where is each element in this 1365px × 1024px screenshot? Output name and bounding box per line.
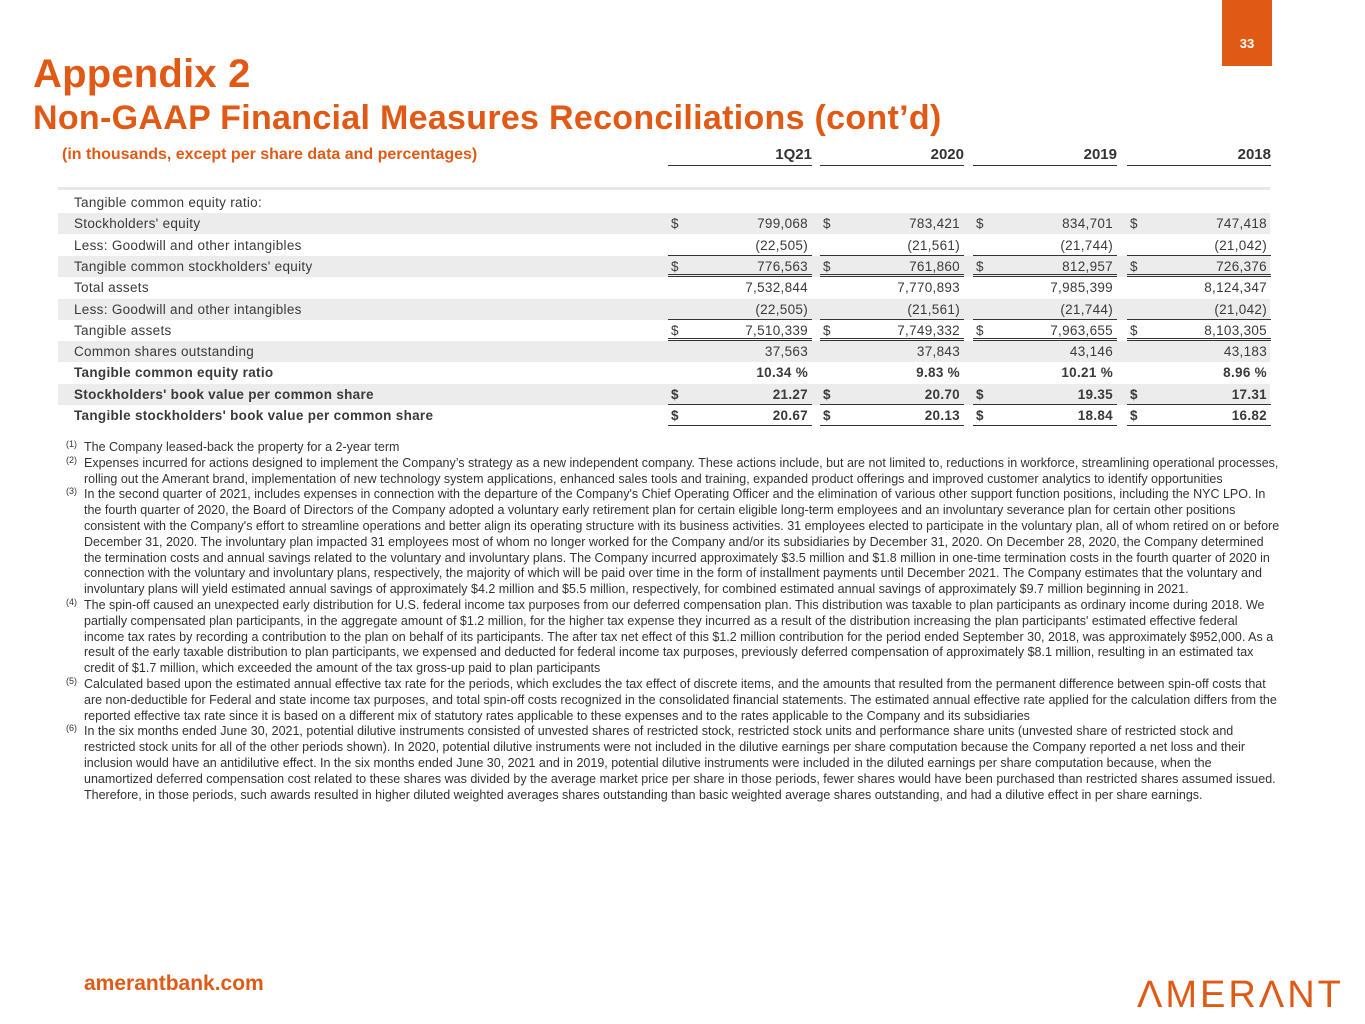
table-row	[58, 235, 1270, 256]
table-cell	[820, 320, 964, 341]
currency-symbol: $	[976, 216, 984, 232]
cell-value: 7,963,655	[1050, 322, 1113, 338]
footnote	[66, 456, 1281, 488]
row-label: Common shares outstanding	[74, 344, 255, 360]
row-label: Stockholders' book value per common share	[74, 386, 374, 402]
cell-value: (21,561)	[907, 301, 960, 317]
table-cell	[668, 405, 812, 426]
currency-symbol: $	[976, 322, 984, 338]
footnote-text: The spin-off caused an unexpected early distribution for U.S. federal income tax purposes from our deferred compensation plan. This distribution was taxable to plan participants as ordinary income during 2018. We partially compensated plan participants, in the aggregate amount of $1.2 million, for the higher tax expense they incurred as a result of the distribution increasing the plan participants' estimated effective federal income tax rates by recording a contribution to the plan on behalf of its participants. The after tax net effect of this $1.2 million contribution for the period ended September 30, 2018, was approximately $952,000. As a result of the early taxable distribution to plan participants, we expensed and deducted for federal income tax purposes, previously deferred compensation of approximately $8.1 million, resulting in an estimated tax credit of $1.7 million, which exceeded the amount of the tax gross-up paid to plan participants	[84, 597, 1274, 676]
table-cell	[1127, 299, 1271, 320]
table-row	[58, 256, 1270, 277]
cell-value: 8,124,347	[1204, 280, 1267, 296]
currency-symbol: $	[671, 408, 679, 423]
table-cell	[1127, 320, 1271, 341]
table-row	[58, 299, 1270, 320]
footnote	[66, 487, 1281, 598]
column-header-2018: 2018	[1127, 146, 1271, 166]
cell-value: 776,563	[757, 258, 808, 274]
cell-value: 18.84	[1077, 408, 1113, 423]
currency-symbol: $	[1130, 386, 1138, 402]
table-row	[58, 405, 1270, 426]
currency-symbol: $	[1130, 258, 1138, 274]
table-cell	[820, 362, 964, 383]
cell-value: 812,957	[1062, 258, 1113, 274]
table-cell	[1127, 362, 1271, 383]
row-label: Stockholders' equity	[74, 216, 201, 232]
footnote-marker: (6)	[66, 723, 77, 734]
cell-value: 37,563	[764, 344, 808, 360]
table-row	[58, 384, 1270, 405]
currency-symbol: $	[823, 322, 831, 338]
cell-value: 16.82	[1231, 408, 1267, 423]
page-number: 33	[1239, 36, 1255, 51]
currency-symbol: $	[823, 258, 831, 274]
cell-value: (21,561)	[907, 237, 960, 253]
cell-value: 8.96 %	[1223, 365, 1267, 381]
table-cell	[668, 299, 812, 320]
table-row	[58, 362, 1270, 383]
cell-value: (21,042)	[1214, 237, 1267, 253]
currency-symbol: $	[823, 408, 831, 423]
table-cell	[973, 384, 1117, 405]
table-cell	[668, 362, 812, 383]
footnote	[66, 724, 1281, 803]
currency-symbol: $	[823, 216, 831, 232]
page-number-badge	[1222, 0, 1272, 66]
cell-value: 10.34 %	[756, 365, 808, 381]
table-cell	[973, 341, 1117, 362]
table-row	[58, 341, 1270, 362]
table-cell	[973, 256, 1117, 277]
table-cell	[1127, 213, 1271, 234]
cell-value: 726,376	[1216, 258, 1267, 274]
footnote-text: Calculated based upon the estimated annual effective tax rate for the periods, which excludes the tax effect of discrete items, and the amounts that resulted from the permanent difference between spin-off costs that are non-deductible for Federal and state income tax purposes, and total spin-off costs recognized in the consolidated financial statements. The estimated annual effective rate applied for the calculation differs from the reported effective tax rate since it is based on a different mix of statutory rates applicable to these expenses and to the rates applicable to the Company and its subsidiaries	[84, 676, 1277, 723]
cell-value: 20.13	[924, 408, 960, 423]
footnote-marker: (4)	[66, 596, 77, 607]
cell-value: 9.83 %	[916, 365, 960, 381]
footnote	[66, 598, 1281, 677]
footnotes	[66, 440, 1281, 803]
column-header-2020: 2020	[820, 146, 964, 166]
table-cell	[820, 405, 964, 426]
table-cell	[668, 277, 812, 298]
table-row	[58, 192, 1270, 213]
cell-value: (22,505)	[755, 237, 808, 253]
currency-symbol: $	[976, 258, 984, 274]
table-cell	[1127, 235, 1271, 256]
table-cell	[820, 384, 964, 405]
table-cell	[973, 405, 1117, 426]
column-header-1q21: 1Q21	[668, 146, 812, 166]
cell-value: 834,701	[1062, 216, 1113, 232]
cell-value: 7,749,332	[897, 322, 960, 338]
table-cell	[973, 235, 1117, 256]
cell-value: 43,183	[1223, 344, 1267, 360]
table-row	[58, 213, 1270, 234]
amerant-logo: ΛMERΛNT	[1137, 974, 1344, 1016]
table-cell	[668, 235, 812, 256]
footnote-text: In the six months ended June 30, 2021, potential dilutive instruments consisted of unvested shares of restricted stock, restricted stock units and performance share units (unvested share of restricted stock and restricted stock units for all of the other periods shown). In 2020, potential dilutive instruments were not included in the dilutive earnings per share computation because the Company reported a net loss and their inclusion would have an antidilutive effect. In the six months ended June 30, 2021 and in 2019, potential dilutive instruments were included in the diluted earnings per share computation because, when the unamortized deferred compensation cost related to these shares was divided by the average market price per share in those periods, fewer shares would have been purchased than restricted shares assumed issued. Therefore, in those periods, such awards resulted in higher diluted weighted averages shares outstanding than basic weighted average shares outstanding, and had a dilutive effect in per share earnings.	[84, 724, 1276, 802]
currency-symbol: $	[976, 408, 984, 423]
cell-value: 19.35	[1077, 386, 1113, 402]
table-row	[58, 277, 1270, 298]
table-cell	[1127, 384, 1271, 405]
cell-value: 43,146	[1069, 344, 1113, 360]
cell-value: 747,418	[1216, 216, 1267, 232]
table-cell	[1127, 277, 1271, 298]
cell-value: 799,068	[757, 216, 808, 232]
table-cell	[820, 299, 964, 320]
row-label: Less: Goodwill and other intangibles	[74, 301, 302, 317]
currency-symbol: $	[671, 216, 679, 232]
cell-value: (21,744)	[1060, 301, 1113, 317]
row-label: Tangible common equity ratio:	[74, 195, 263, 210]
table-cell	[668, 256, 812, 277]
cell-value: 7,532,844	[745, 280, 808, 296]
footnote	[66, 677, 1281, 724]
table-cell	[973, 299, 1117, 320]
cell-value: 20.70	[924, 386, 960, 402]
cell-value: 7,510,339	[745, 322, 808, 338]
cell-value: 7,770,893	[897, 280, 960, 296]
footnote-marker: (5)	[66, 675, 77, 686]
row-label: Less: Goodwill and other intangibles	[74, 237, 302, 253]
table-header-divider	[58, 187, 1270, 190]
footer-website-link[interactable]: amerantbank.com	[84, 972, 264, 995]
currency-symbol: $	[1130, 322, 1138, 338]
cell-value: 37,843	[916, 344, 960, 360]
table-cell	[973, 362, 1117, 383]
currency-symbol: $	[1130, 408, 1138, 423]
table-cell	[1127, 405, 1271, 426]
cell-value: (21,042)	[1214, 301, 1267, 317]
cell-value: (21,744)	[1060, 237, 1113, 253]
table-cell	[668, 384, 812, 405]
currency-symbol: $	[823, 386, 831, 402]
column-header-2019: 2019	[973, 146, 1117, 166]
currency-symbol: $	[671, 386, 679, 402]
table-cell	[973, 213, 1117, 234]
table-cell	[820, 235, 964, 256]
footnote-marker: (3)	[66, 486, 77, 497]
table-cell	[820, 256, 964, 277]
row-label: Tangible common equity ratio	[74, 365, 274, 381]
footnote-marker: (2)	[66, 454, 77, 465]
cell-value: 20.67	[772, 408, 808, 423]
table-cell	[668, 341, 812, 362]
table-cell	[820, 277, 964, 298]
row-label: Total assets	[74, 280, 149, 296]
table-cell	[820, 341, 964, 362]
cell-value: 21.27	[772, 386, 808, 402]
row-label: Tangible common stockholders' equity	[74, 258, 313, 274]
footnote-text: In the second quarter of 2021, includes expenses in connection with the departure of the Company's Chief Operating Officer and the elimination of various other support function positions, including the NYC LPO. In the fourth quarter of 2020, the Board of Directors of the Company adopted a voluntary early retirement plan for certain eligible long-term employees and an involuntary severance plan for certain other positions consistent with the Company's effort to streamline operations and better align its operating structure with its business activities. 31 employees elected to participate in the voluntary plan, all of whom retired on or before December 31, 2020. The involuntary plan impacted 31 employees most of whom no longer worked for the Company and/or its subsidiaries by December 31, 2020. On December 28, 2020, the Company determined the termination costs and annual savings related to the voluntary and involuntary plans. The Company incurred approximately $3.5 million and $1.8 million in one-time termination costs in the fourth quarter of 2020 in connection with the voluntary and involuntary plans, respectively, the majority of which will be paid over time in the form of installment payments until December 2021. The Company estimates that the voluntary and involuntary plans will yield estimated annual savings of approximately $4.2 million and $5.5 million, respectively, for combined estimated annual savings of approximately $9.7 million beginning in 2021.	[84, 487, 1280, 597]
page-subtitle: Non-GAAP Financial Measures Reconciliations (cont’d)	[33, 99, 942, 137]
table-cell	[820, 213, 964, 234]
footnote-text: The Company leased-back the property for a 2-year term	[84, 440, 400, 454]
table-cell	[973, 320, 1117, 341]
cell-value: 8,103,305	[1204, 322, 1267, 338]
cell-value: 17.31	[1231, 386, 1267, 402]
row-label: Tangible stockholders' book value per common share	[74, 408, 434, 423]
cell-value: 761,860	[909, 258, 960, 274]
table-cell	[1127, 341, 1271, 362]
currency-symbol: $	[976, 386, 984, 402]
table-cell	[1127, 256, 1271, 277]
page-title: Appendix 2	[33, 52, 251, 96]
cell-value: 7,985,399	[1050, 280, 1113, 296]
table-cell	[668, 213, 812, 234]
table-row	[58, 320, 1270, 341]
cell-value: 10.21 %	[1061, 365, 1113, 381]
table-units-label: (in thousands, except per share data and percentages)	[62, 146, 478, 163]
table-cell	[973, 277, 1117, 298]
footnote-marker: (1)	[66, 439, 77, 449]
currency-symbol: $	[1130, 216, 1138, 232]
table-cell	[668, 320, 812, 341]
cell-value: 783,421	[909, 216, 960, 232]
footnote	[66, 440, 1281, 456]
currency-symbol: $	[671, 258, 679, 274]
footnote-text: Expenses incurred for actions designed to implement the Company’s strategy as a new independent company. These actions include, but are not limited to, reductions in workforce, streamlining operational processes, rolling out the Amerant brand, implementation of new technology system applications, enhanced sales tools and training, expanded product offerings and improved customer analytics to identify opportunities	[84, 455, 1279, 486]
currency-symbol: $	[671, 322, 679, 338]
cell-value: (22,505)	[755, 301, 808, 317]
row-label: Tangible assets	[74, 322, 172, 338]
